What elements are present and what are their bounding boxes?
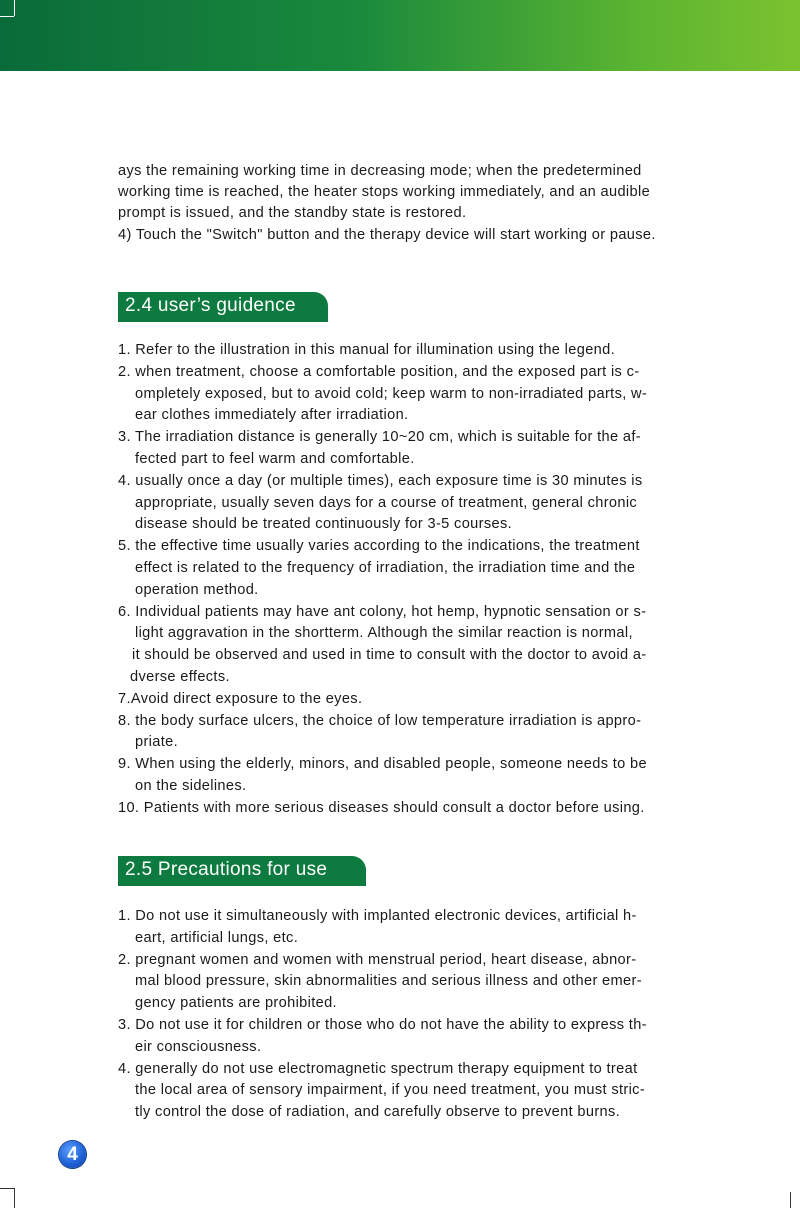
list-item: 9. When using the elderly, minors, and disabled people, someone needs to be on the sidelines.	[118, 756, 647, 794]
list-item: 10. Patients with more serious diseases should consult a doctor before using.	[118, 799, 645, 816]
list-item: 5. the effective time usually varies according to the indications, the treatment effect is related to the frequency of irradiation, the irradiation time and the operation method.	[118, 538, 640, 598]
list-item: 4. usually once a day (or multiple times), each exposure time is 30 minutes is appropriate, usually seven days for a course of treatment, general chronic disease should be treated continuously for 3-5 courses.	[118, 472, 643, 533]
list-item: 6. Individual patients may have ant colony, hot hemp, hypnotic sensation or s- light aggravation in the shortterm. Although the similar reaction is normal, it should be observed and used in time to consult with the doctor to avoid a- dverse effects.	[118, 603, 647, 685]
list-item: 3. The irradiation distance is generally 10~20 cm, which is suitable for the af- fected part to feel warm and comfortable.	[118, 429, 641, 467]
section-heading-precautions: 2.5 Precautions for use	[118, 856, 366, 884]
section-rule	[118, 884, 366, 886]
intro-text	[118, 161, 728, 246]
precautions-list	[118, 906, 728, 1124]
guidance-list	[118, 340, 728, 820]
section-rule	[118, 320, 328, 322]
list-item: 8. the body surface ulcers, the choice of low temperature irradiation is appro- priate.	[118, 712, 642, 751]
header-band	[0, 0, 800, 71]
list-item: 2. pregnant women and women with menstrual period, heart disease, abnor- mal blood pressure, skin abnormalities and serious illness and other emer- gency patients are prohibited.	[118, 951, 642, 1012]
intro-line: working time is reached, the heater stops working immediately, and an audible	[118, 184, 651, 201]
list-item: 4. generally do not use electromagnetic spectrum therapy equipment to treat the local area of sensory impairment, if you need treatment, you must stric- tly control the dose of radiation, and carefully observe to prevent burns.	[118, 1060, 646, 1121]
list-item: 3. Do not use it for children or those who do not have the ability to express th- eir consciousness.	[118, 1016, 647, 1055]
list-item: 1. Refer to the illustration in this manual for illumination using the legend.	[118, 342, 615, 358]
list-item: 7.Avoid direct exposure to the eyes.	[118, 690, 363, 707]
crop-mark	[14, 1188, 15, 1208]
crop-mark	[0, 1188, 14, 1189]
list-item: 1. Do not use it simultaneously with implanted electronic devices, artificial h- eart, artificial lungs, etc.	[118, 908, 637, 946]
crop-mark	[14, 0, 15, 16]
intro-line: 4) Touch the "Switch" button and the therapy device will start working or pause.	[118, 226, 656, 243]
list-item: 2. when treatment, choose a comfortable position, and the exposed part is c- ompletely exposed, but to avoid cold; keep warm to non-irradiated parts, w- ear clothes immediately after irradiation.	[118, 363, 648, 424]
crop-mark	[0, 16, 14, 17]
intro-line: ays the remaining working time in decreasing mode; when the predetermined	[118, 163, 642, 179]
crop-mark	[790, 1192, 791, 1208]
section-heading-users-guidence: 2.4 user’s guidence	[118, 292, 328, 320]
page-number-badge: 4	[59, 1141, 86, 1168]
intro-line: prompt is issued, and the standby state is restored.	[118, 205, 467, 222]
